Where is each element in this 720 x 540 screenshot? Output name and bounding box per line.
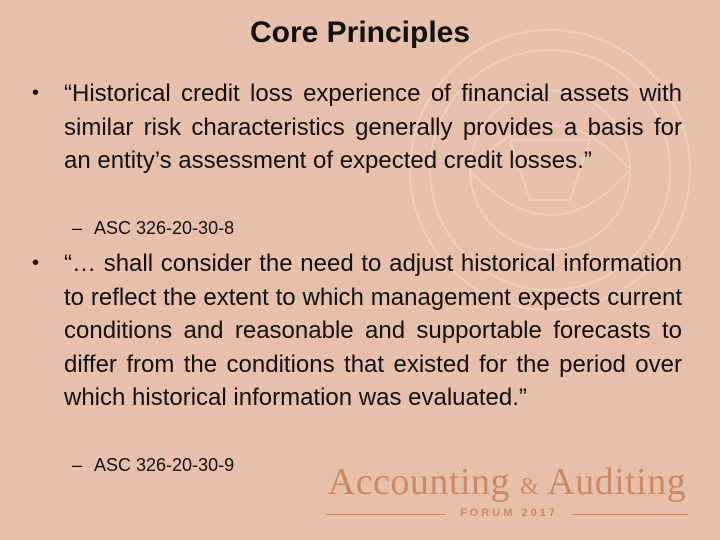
forum-logo: [322, 460, 692, 530]
logo-word-accounting: Accounting: [327, 461, 511, 503]
logo-rule-right: [572, 514, 688, 515]
citation-marker: –: [72, 455, 83, 475]
citation: [72, 454, 235, 476]
citation: [72, 217, 235, 239]
bullet-item: [32, 247, 682, 415]
logo-word-auditing: Auditing: [547, 461, 687, 503]
bullet-text: “Historical credit loss experience of financial assets with similar risk characteristics generally provides a basis for an entity’s assessment of expected credit losses.”: [64, 80, 682, 174]
logo-tagline: FORUM 2017: [460, 507, 558, 519]
logo-rule-left: [326, 514, 446, 515]
logo-wordmark: [322, 460, 692, 504]
logo-ampersand: &: [520, 474, 540, 500]
bullet-marker: •: [32, 82, 40, 104]
citation-text: ASC 326-20-30-8: [94, 218, 235, 238]
bullet-item: [32, 77, 682, 178]
bullet-text: “… shall consider the need to adjust historical information to reflect the extent to which management expects current conditions and reasonable and supportable forecasts to differ from the conditions that existed for the period over which historical information was evaluated.”: [64, 250, 682, 411]
slide-title: Core Principles: [249, 16, 471, 49]
citation-text: ASC 326-20-30-9: [94, 455, 235, 475]
bullet-marker: •: [32, 252, 40, 274]
citation-marker: –: [72, 218, 83, 238]
